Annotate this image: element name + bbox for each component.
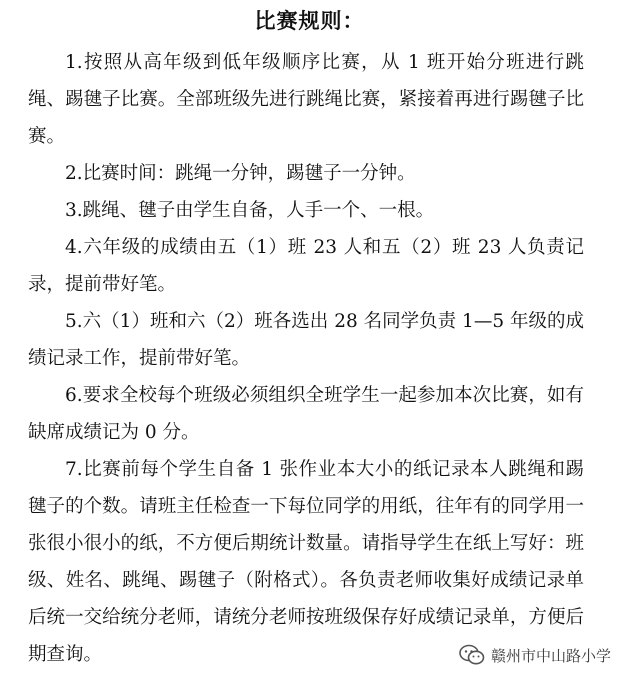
rule-item: 6.要求全校每个班级必须组织全班学生一起参加本次比赛，如有缺席成绩记为 0 分。 (28, 385, 584, 443)
rule-item: 5.六（1）班和六（2）班各选出 28 名同学负责 1—5 年级的成绩记录工作，提前带好笔。 (28, 311, 584, 369)
rule-item: 1.按照从高年级到低年级顺序比赛，从 1 班开始分班进行跳绳、踢毽子比赛。全部班级先进行跳绳比赛，紧接着再进行踢毽子比赛。 (28, 52, 584, 147)
document-title: 比赛规则： (254, 9, 365, 33)
watermark-text: 赣州市中山路小学 (490, 646, 611, 665)
rules-list (28, 44, 584, 673)
rule-item: 7.比赛前每个学生自备 1 张作业本大小的纸记录本人跳绳和踢毽子的个数。请班主任检查一下每位同学的用纸，往年有的同学用一张很小很小的纸，不方便后期统计数量。请指导学生在纸上写好：班级、姓名、跳绳、踢毽子（附格式）。各负责老师收集好成绩记录单后统一交给统分老师，请统分老师按班级保存好成绩记录单，方便后期查询。 (28, 459, 584, 665)
wechat-icon (459, 644, 485, 666)
rule-item: 2.比赛时间：跳绳一分钟，踢毽子一分钟。 (65, 163, 416, 184)
rule-item: 3.跳绳、毽子由学生自备，人手一个、一根。 (65, 200, 435, 221)
source-watermark (457, 642, 615, 668)
rule-item: 4.六年级的成绩由五（1）班 23 人和五（2）班 23 人负责记录，提前带好笔。 (28, 237, 584, 295)
